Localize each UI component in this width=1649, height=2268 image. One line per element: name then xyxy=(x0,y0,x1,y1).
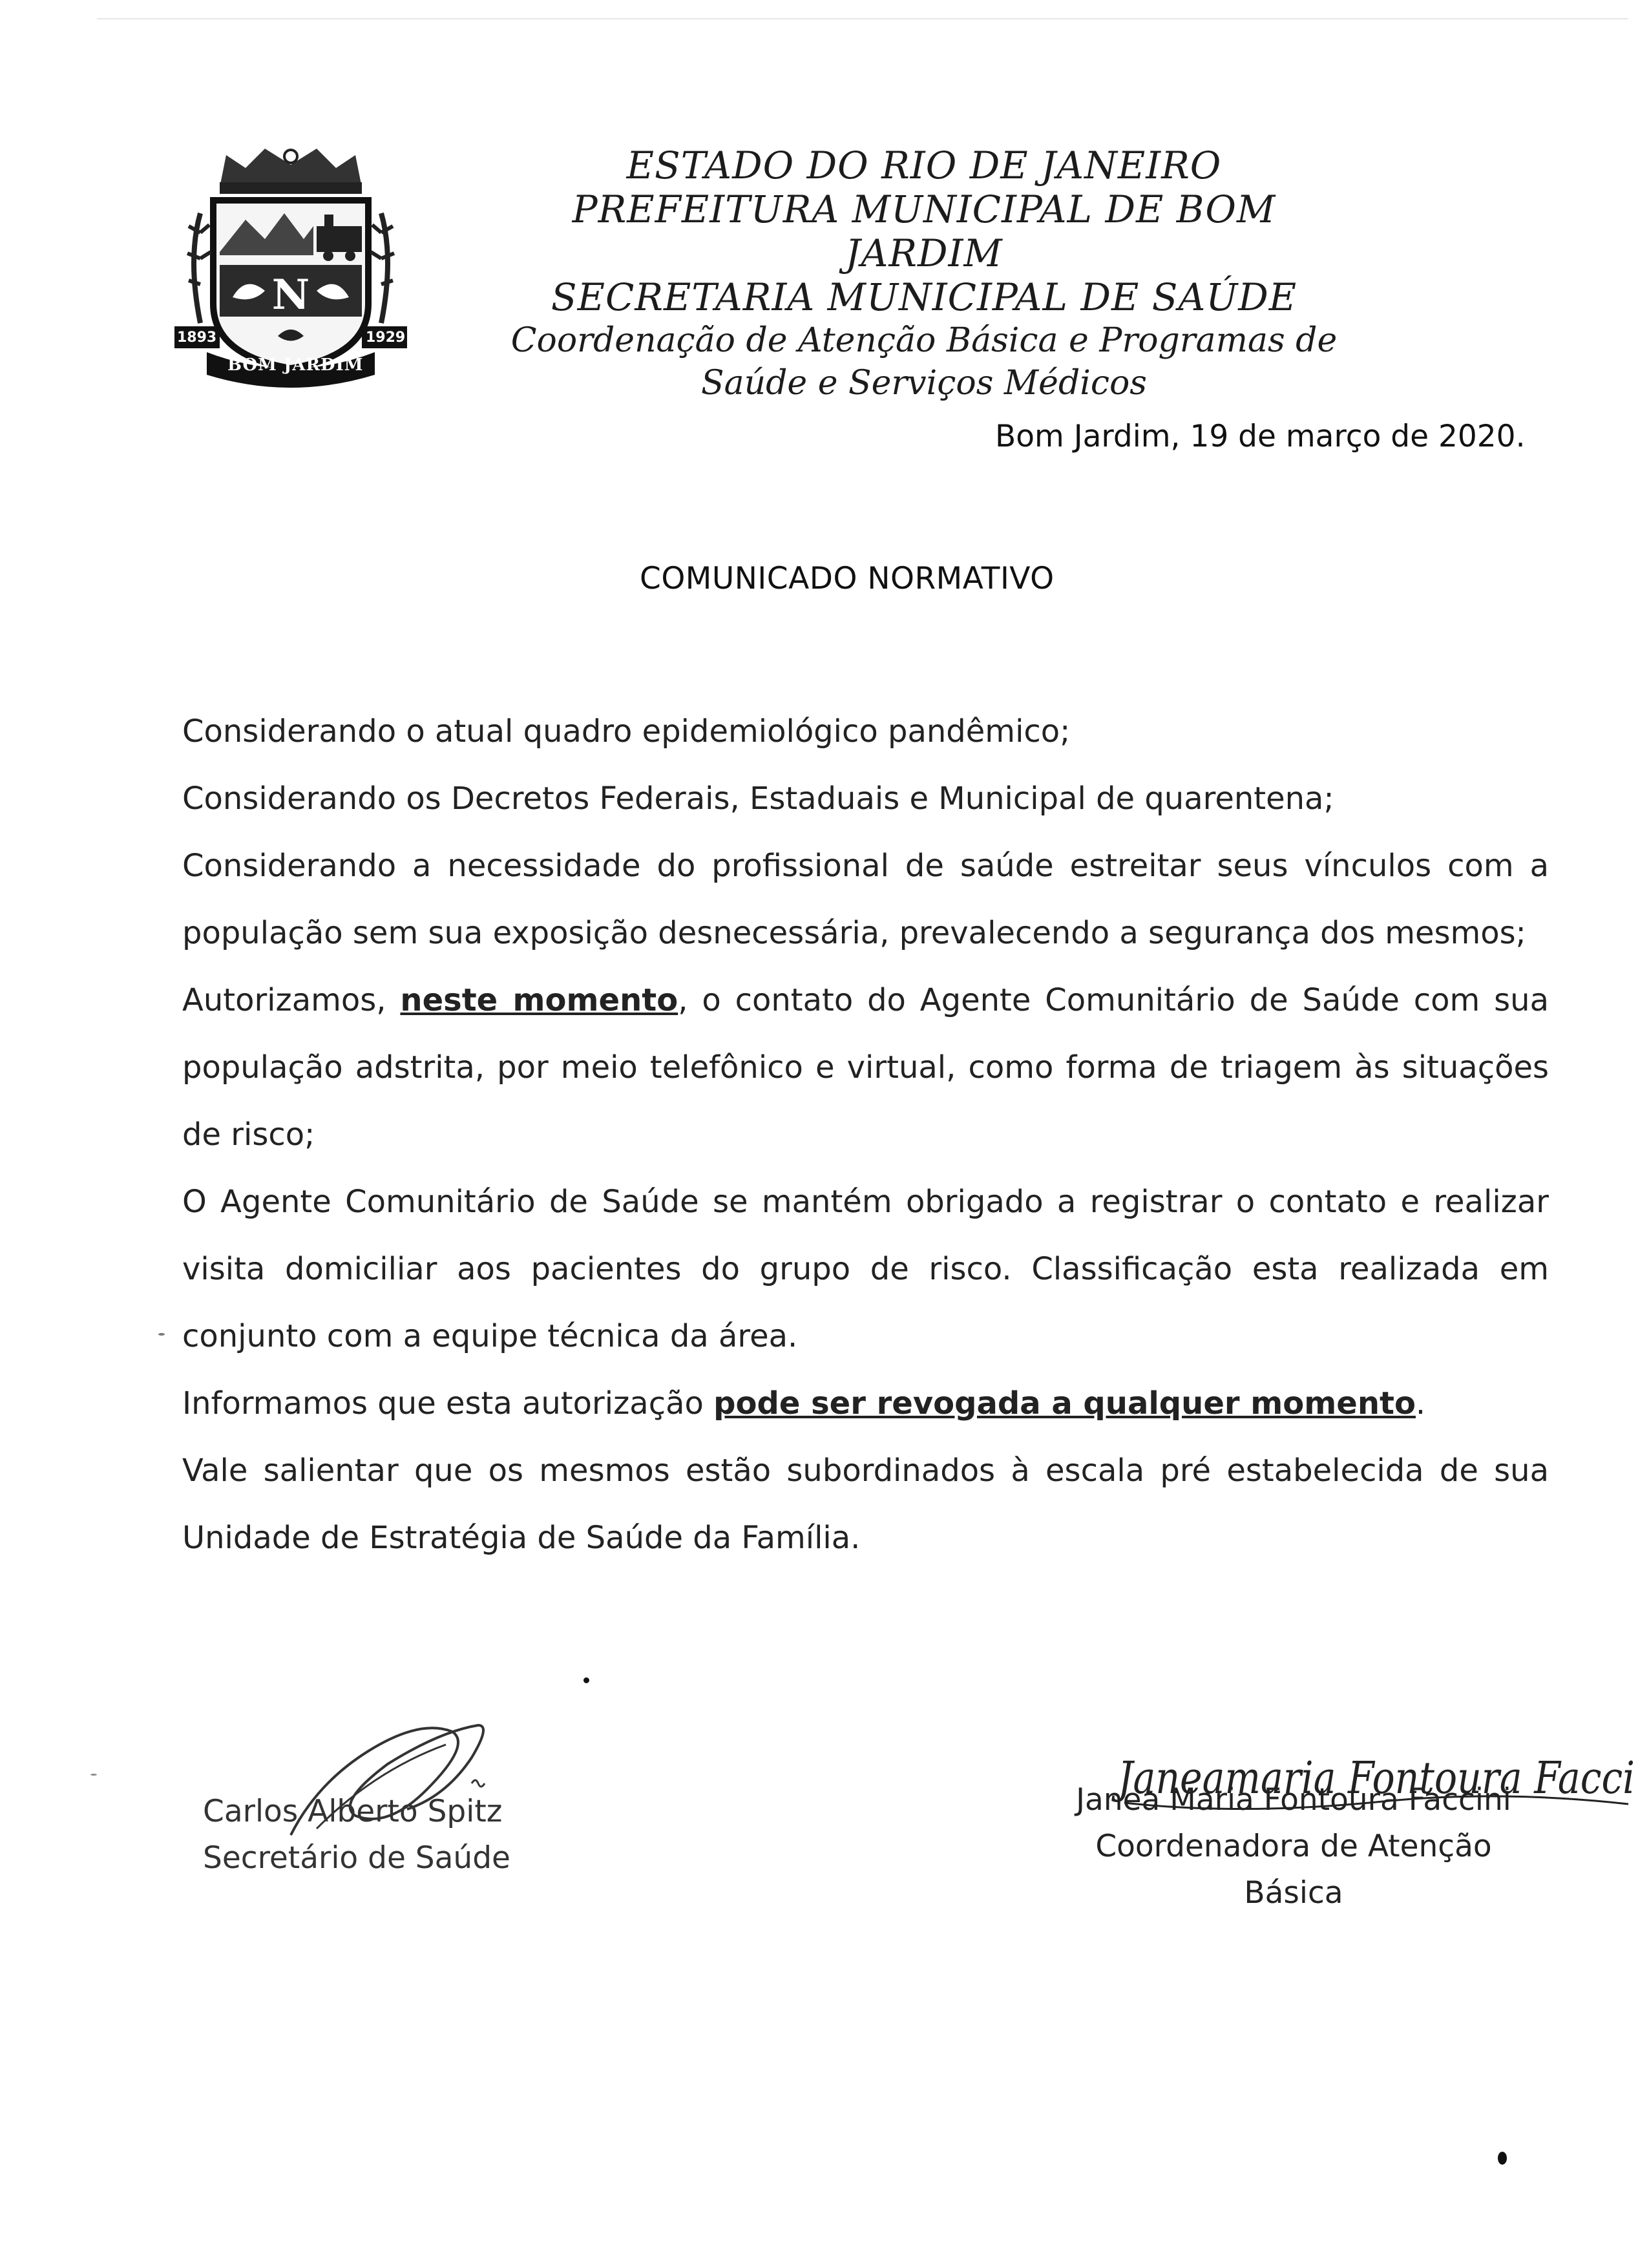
paragraph-4-start: Autorizamos, xyxy=(182,982,401,1018)
header-coordination: Coordenação de Atenção Básica e Programas de xyxy=(510,321,1338,360)
letterhead xyxy=(504,143,1344,404)
signatory-name-left: Carlos Alberto Spitz xyxy=(203,1794,503,1829)
emphasis-revocation: pode ser revogada a qualquer momento xyxy=(713,1385,1416,1422)
signatory-role-right: Coordenadora de Atenção Básica xyxy=(1095,1829,1492,1911)
signatory-role-left: Secretário de Saúde xyxy=(203,1840,510,1876)
paragraph-6-start: Informamos que esta autorização xyxy=(182,1385,714,1422)
emphasis-neste-momento: neste momento xyxy=(400,982,678,1018)
paragraph-1: Considerando o atual quadro epidemiológico pandêmico; xyxy=(182,713,1071,750)
scan-speck xyxy=(583,1677,589,1683)
signature-block-left xyxy=(203,1789,510,1882)
paragraph-4-end: , o contato do Agente Comunitário de Saúde com sua população adstrita, por meio telefônico e virtual, como forma de triagem às situações de risco; xyxy=(182,982,1549,1153)
header-city-hall: PREFEITURA MUNICIPAL DE BOM JARDIM xyxy=(572,187,1276,275)
signature-handwritten-right: Janeamaria Fontoura Facci xyxy=(1111,1753,1635,1804)
signatory-name-right: Janea Maria Fontoura Faccini xyxy=(1076,1782,1511,1818)
scan-speck xyxy=(158,1333,165,1336)
document-body xyxy=(182,698,1549,1571)
header-coordination-cont: Saúde e Serviços Médicos xyxy=(701,364,1147,403)
header-state: ESTADO DO RIO DE JANEIRO xyxy=(626,143,1222,187)
document-title: COMUNICADO NORMATIVO xyxy=(640,561,1055,596)
paragraph-5: O Agente Comunitário de Saúde se mantém obrigado a registrar o contato e realizar visita domiciliar aos pacientes do grupo de risco. Classificação esta realizada em conjunto com a equipe técnica da área. xyxy=(182,1184,1549,1354)
coat-of-arms xyxy=(174,142,407,388)
document-date: Bom Jardim, 19 de março de 2020. xyxy=(995,419,1526,454)
paragraph-6 xyxy=(182,1370,1549,1437)
paragraph-6-end: . xyxy=(1415,1385,1426,1422)
paragraph-3: Considerando a necessidade do profissional de saúde estreitar seus vínculos com a população sem sua exposição desnecessária, prevalecendo a segurança dos mesmos; xyxy=(182,848,1549,951)
paragraph-4 xyxy=(182,967,1549,1168)
scan-speck xyxy=(90,1774,97,1776)
paragraph-2: Considerando os Decretos Federais, Estaduais e Municipal de quarentena; xyxy=(182,781,1334,817)
paragraph-7: Vale salientar que os mesmos estão subordinados à escala pré estabelecida de sua Unidade de Estratégia de Saúde da Família. xyxy=(182,1453,1549,1556)
coat-of-arms-year-right: 1929 xyxy=(366,330,406,346)
page-top-rule xyxy=(97,18,1628,19)
scan-speck xyxy=(1498,2152,1507,2165)
coat-of-arms-motto: BOM JARDIM xyxy=(227,355,364,375)
coat-of-arms-year-left: 1893 xyxy=(177,330,217,346)
header-secretariat: SECRETARIA MUNICIPAL DE SAÚDE xyxy=(551,275,1297,319)
coat-of-arms-emblem xyxy=(174,142,407,388)
signature-block-right xyxy=(1042,1777,1546,1916)
svg-text:N: N xyxy=(271,271,310,319)
